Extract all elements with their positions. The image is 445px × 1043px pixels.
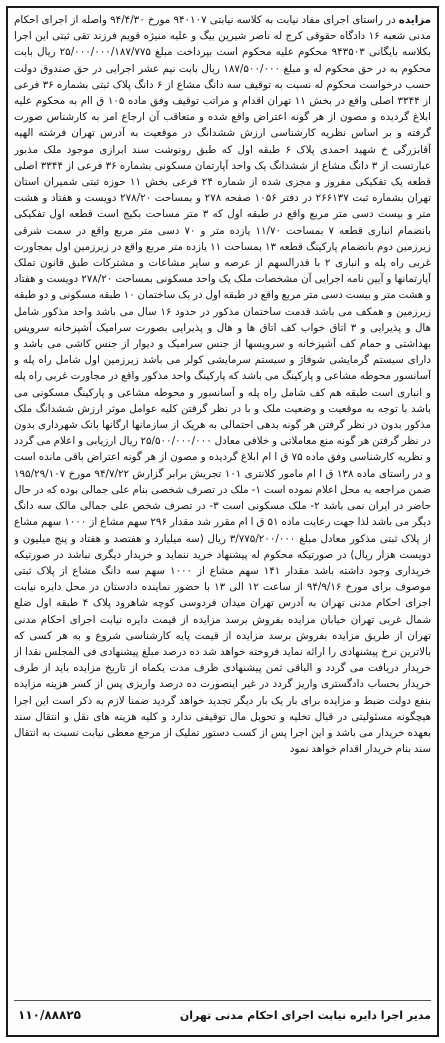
notice-text: در راستای اجرای مفاد نیابت به کلاسه نیابتی ۹۴۰۱۰۷ مورخ ۹۴/۴/۳۰ واصله از اجرای احکام مدنی شعبه ۱۶ دادگاه حقوقی کرج له ناصر شیرین بیگ و علیه منیژه قویم فرزند تقی ثبتی این اجرا بکلاسه بایگانی ۹۴۳۵۰۳ محکوم علیه محکوم است بپرداخت مبلغ ۲۵/۰۰۰/۰۰۰/۱۸۷/۷۷۵ ریال بابت محکوم به در حق محکوم له و مبلغ ۱۸۷/۵۰۰/۰۰۰ ریال بابت نیم عشر اجرایی در حق صندوق دولت حسب درخواست محکوم له نسبت به توقیف سه دانگ مشاع از ۶ دانگ پلاک ثبتی بشماره ۳۶ فرعی از ۳۳۴۴ اصلی واقع در بخش ۱۱ تهران اقدام و مراتب توقیف وفق ماده ۱۰۵ ق اام به محکوم علیه ابلاغ گردیده و مصون از هر گونه اعتراض واقع شده و متعاقب آن ارجاع امر به کارشناس صورت گرفته و بر اساس نظریه کارشناسی ارزش ششدانگ در موقعیت به آدرس تهران فرشته الهیه آقابزرگی خ شهید احمدی پلاک ۶ طبقه اول که طبق رونوشت سند ابرازی موجود ملک مذبور عبارتست از ۳ دانگ مشاع از ششدانگ یک واحد آپارتمان مسکونی بشماره ۳۶ فرعی از ۳۳۴۴ اصلی قطعه یک تفکیکی مفروز و مجزی شده از شماره ۲۴ فرعی بخش ۱۱ حوزه ثبتی شمیران استان تهران بشماره ثبت ۲۶۶۱۳۷ در دفتر ۱۰۵۶ صفحه ۲۷۸ و بمساحت ۲۷۸/۲۰ دویست و هفتاد و هشت متر و بیست دسی متر مربع واقع در طبقه اول که ۳ متر مساحت بکیج است قطعه اول تفکیکی بانضمام انباری قطعه ۷ بمساحت ۱۱/۷۰ یازده متر و ۷۰ دسی متر مربع واقع در سمت شرقی زیرزمین دوم بانضمام پارکینگ قطعه ۱۳ بمساحت ۱۱ یازده متر مربع واقع در زیرزمین اول بمجاورت غربی راه پله و انباری ۲ با قدرالسهم از عرصه و سایر مشاعات و مشترکات طبق قانون تملک آپارتمانها و آیین نامه اجرایی آن مشخصات ملک یک واحد مسکونی بمساحت ۲۷۸/۲۰ دویست و هفتاد و هشت متر و بیست دسی متر مربع واقع در طبقه اول در یک ساختمان ۱۰ طبقه مسکونی و دو طبقه زیرزمین و همکف می باشد قدمت ساختمان مذکور در حدود ۱۶ سال می باشد واحد مذکور شامل هال و پذیرایی و ۳ اتاق خواب کف اتاق ها و هال و پذیرایی بصورت سرامیک آشپزخانه سرویس بهداشتی و حمام کف آشپزخانه و سرویسها از جنس سرامیک و دیوار از جنس کاشی می باشد و دارای سیستم گرمایشی شوفاژ و سیستم سرمایشی کولر می باشد زیرزمین اول شامل راه پله و آسانسور محوطه مشاعی و پارکینگ می باشد که پارکینگ واحد مذکور واقع در مجاورت غربی راه پله و انباری است طبقه هم کف شامل راه پله و آسانسور و محوطه مشاعی و پارکینگ مسکونی می باشد با توجه به موقعیت و وضعیت ملک و با در نظر گرفتن کلیه عوامل موثر ارزش ششدانگ ملک مذکور بدون در نظر گرفتن هر گونه بدهی احتمالی به هریک از سازمانها ارگانها بانک شهرداری بدون در نظر گرفتن هر گونه منع معاملاتی و خلافی معادل ۲۵/۵۰۰/۰۰۰/۰۰۰ ریال ارزیابی و اعلام می گردد و نظریه کارشناسی وفق ماده ۷۵ ق ا ام ابلاغ گردیده و مصون از هر گونه اعتراض باقی مانده است و در راستای ماده ۱۳۸ ق ا ام مامور کلانتری ۱۰۱ تجریش برابر گزارش ۹۴/۷/۲۲ مورخ ۱۹۵/۲۹/۱۰۷ ضمن مراجعه به محل اعلام نموده است ۱- ملک در تصرف شخصی بنام علی جمالی بوده که در حال حاضر در ایران نمی باشد ۲- ملک مسکونی است ۳- در تصرف شخص علی جمالی مالک سه دانگ دیگر می باشد لذا جهت رعایت ماده ۵۱ ق ا ام مقرر شد مقدار ۲۹۶ سهم مشاع از ۱۰۰۰ سهم مشاع از پلاک ثبتی مذکور معادل مبلغ ۳/۷۷۵/۲۰۰/۰۰۰ ریال (سه میلیارد و هفتصد و هفتاد و پنج میلیون و دویست هزار ریال) در صورتیکه محکوم له پیشنهاد خرید ننماید و خریدار دیگری نباشد در صورتیکه خریداری وجود داشته باشد مقدار ۱۴۱ سهم مشاع از ۱۰۰۰ سهم سه دانگ مشاع از پلاک ثبتی موصوف برای مورخ ۹۴/۹/۱۶ از ساعت ۱۲ الی ۱۳ با حضور نماینده دادستان در محل دایره نیابت اجرای احکام مدنی تهران به آدرس تهران میدان فردوسی کوچه شاهرود پلاک ۴ طبقه اول ضلع شمال غربی تهران خیابان مزایده بفروش برسد مزایده از قیمت دایره نیابت اجرای احکام مدنی تهران از طریق مزایده بفروش برسد مزایده از قیمت پایه کارشناسی شروع و به هر کسی که بالاترین نرخ پیشنهادی را ارائه نماید فروخته خواهد شد ده درصد مبلغ پیشنهادی فی المجلس نقدا از خریدار دریافت می گردد و الباقی ثمن پیشنهادی ظرف مدت یکماه از تاریخ مزایده باید از طرف خریدار بحساب دادگستری واریز گردد در غیر اینصورت ده درصد واریزی پس از کسر هزینه مزایده بنفع دولت ضبط و مزایده برای بار یک بار دیگر تجدید خواهد گردید ضمنا لازم به ذکر است این اجرا هیچگونه مسئولیتی در قبال تخلیه و تحویل مال توقیفی ندارد و کلیه هزینه های نقل و انتقال سند بعهده خریدار می باشد و این اجرا پس از کسب دستور تملیک از مرجع معطی نیابت نسبت به انتقال سند بنام خریدار اقدام خواهد نمود <box>14 14 431 756</box>
issuer-signature: مدیر اجرا دایره نیابت اجرای احکام مدنی تهران <box>179 1008 431 1022</box>
notice-body <box>14 12 431 988</box>
notice-footer <box>14 1000 431 1029</box>
notice-lead: مزایده <box>398 14 431 26</box>
legal-notice <box>6 6 439 1037</box>
notice-code: ۱۱۰/۸۸۸۲۵ <box>18 1008 81 1022</box>
